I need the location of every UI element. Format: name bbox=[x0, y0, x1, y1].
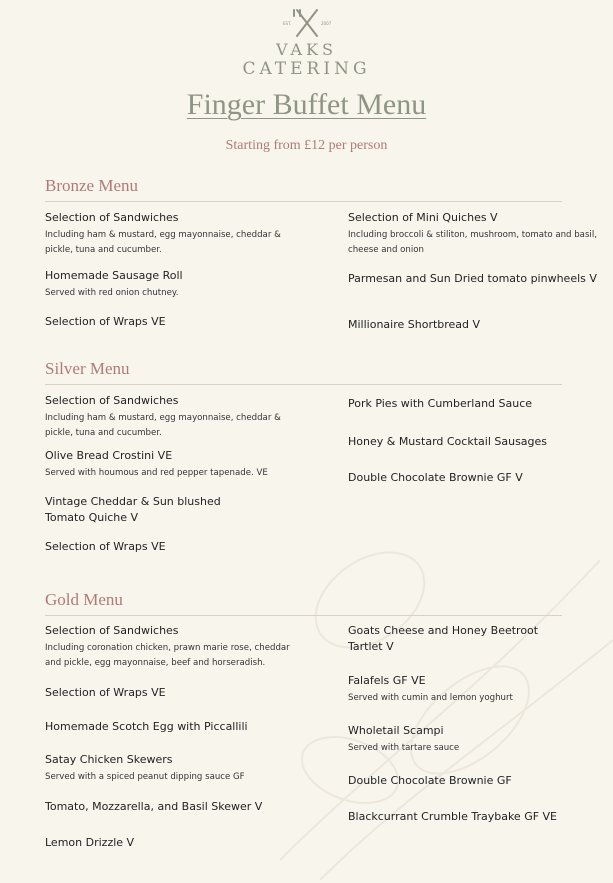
item-name: Blackcurrant Crumble Traybake GF VE bbox=[348, 810, 558, 823]
item-desc: Served with a spiced peanut dipping sauce GF bbox=[45, 772, 245, 782]
menu-item bbox=[45, 494, 260, 526]
item-name: Millionaire Shortbread V bbox=[348, 318, 481, 331]
menu-item bbox=[45, 685, 295, 701]
menu-item bbox=[45, 393, 295, 441]
menu-item bbox=[45, 835, 295, 851]
item-name: Selection of Sandwiches bbox=[45, 211, 179, 224]
item-name: Pork Pies with Cumberland Sauce bbox=[348, 397, 533, 410]
item-name: Parmesan and Sun Dried tomato pinwheels V bbox=[348, 272, 597, 285]
item-name: Satay Chicken Skewers bbox=[45, 753, 173, 766]
est-right: 2007 bbox=[320, 21, 331, 26]
menu-item bbox=[348, 470, 598, 486]
menu-item bbox=[348, 271, 598, 287]
section-title: Silver Menu bbox=[45, 359, 562, 385]
item-name: Homemade Sausage Roll bbox=[45, 269, 183, 282]
menu-item bbox=[348, 773, 598, 789]
item-name: Selection of Sandwiches bbox=[45, 624, 179, 637]
item-name: Wholetail Scampi bbox=[348, 724, 444, 737]
menu-item bbox=[348, 723, 598, 756]
menu-item bbox=[45, 268, 295, 301]
item-name: Falafels GF VE bbox=[348, 674, 426, 687]
menu-item bbox=[348, 623, 548, 655]
menu-item bbox=[348, 673, 598, 706]
menu-item bbox=[45, 752, 295, 785]
item-desc: Including coronation chicken, prawn marie rose, cheddar and pickle, egg mayonnaise, beef and horseradish. bbox=[45, 643, 290, 668]
menu-item bbox=[45, 448, 295, 481]
crossed-knife-fork-icon bbox=[277, 6, 337, 40]
item-name: Selection of Wraps VE bbox=[45, 686, 166, 699]
menu-item bbox=[45, 314, 295, 330]
menu-item bbox=[348, 434, 598, 450]
item-desc: Including broccoli & stiliton, mushroom, tomato and basil, cheese and onion bbox=[348, 230, 597, 255]
menu-item bbox=[348, 396, 598, 412]
item-desc: Including ham & mustard, egg mayonnaise, cheddar & pickle, tuna and cucumber. bbox=[45, 413, 281, 438]
menu-item bbox=[348, 809, 598, 825]
item-name: Double Chocolate Brownie GF bbox=[348, 774, 512, 787]
section-gold bbox=[45, 590, 562, 849]
menu-item bbox=[45, 799, 295, 815]
item-name: Lemon Drizzle V bbox=[45, 836, 135, 849]
item-name: Selection of Sandwiches bbox=[45, 394, 179, 407]
brand-logo bbox=[0, 6, 613, 78]
item-desc: Served with red onion chutney. bbox=[45, 288, 179, 298]
item-name: Homemade Scotch Egg with Piccallili bbox=[45, 720, 248, 733]
section-title: Bronze Menu bbox=[45, 176, 562, 202]
section-silver bbox=[45, 359, 562, 553]
item-name: Double Chocolate Brownie GF V bbox=[348, 471, 523, 484]
item-name: Olive Bread Crostini VE bbox=[45, 449, 173, 462]
item-name: Honey & Mustard Cocktail Sausages bbox=[348, 435, 548, 448]
item-desc: Served with houmous and red pepper tapenade. VE bbox=[45, 468, 268, 478]
section-bronze bbox=[45, 176, 597, 331]
item-name: Selection of Mini Quiches V bbox=[348, 211, 498, 224]
item-name: Vintage Cheddar & Sun blushed Tomato Quiche V bbox=[45, 495, 221, 524]
item-desc: Served with cumin and lemon yoghurt bbox=[348, 693, 513, 703]
menu-item bbox=[45, 210, 295, 258]
item-name: Selection of Wraps VE bbox=[45, 540, 166, 553]
est-left: EST. bbox=[282, 21, 291, 26]
brand-name: VAKS bbox=[276, 40, 337, 59]
item-desc: Including ham & mustard, egg mayonnaise, cheddar & pickle, tuna and cucumber. bbox=[45, 230, 281, 255]
menu-item bbox=[45, 623, 295, 671]
page-subtitle: Starting from £12 per person bbox=[225, 138, 388, 153]
item-name: Tomato, Mozzarella, and Basil Skewer V bbox=[45, 800, 263, 813]
item-name: Selection of Wraps VE bbox=[45, 315, 166, 328]
menu-item bbox=[348, 210, 598, 258]
menu-item bbox=[45, 539, 295, 555]
item-name: Goats Cheese and Honey Beetroot Tartlet V bbox=[348, 624, 539, 653]
section-title: Gold Menu bbox=[45, 590, 562, 616]
page-title: Finger Buffet Menu bbox=[186, 88, 427, 121]
brand-subname: CATERING bbox=[242, 59, 371, 79]
menu-item bbox=[348, 317, 598, 333]
menu-item bbox=[45, 719, 295, 735]
item-desc: Served with tartare sauce bbox=[348, 743, 460, 753]
